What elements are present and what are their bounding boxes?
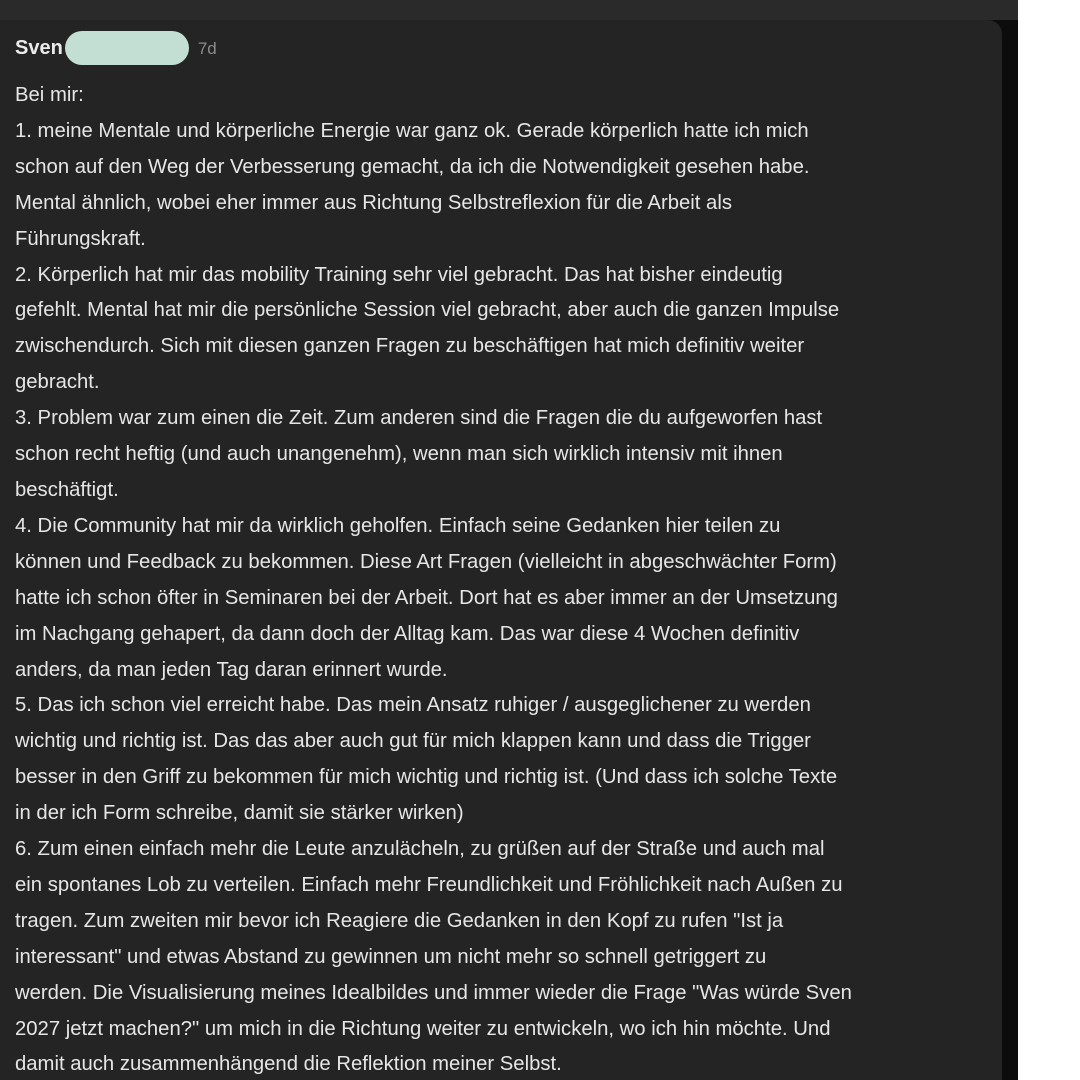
comment-line: tragen. Zum zweiten mir bevor ich Reagiere die Gedanken in den Kopf zu rufen "Ist ja: [15, 909, 784, 932]
comment-line: 2027 jetzt machen?" um mich in die Richtung weiter zu entwickeln, wo ich hin möchte. Und: [15, 1017, 831, 1040]
comment-timestamp[interactable]: 7d: [197, 39, 217, 58]
comment-line: Mental ähnlich, wobei eher immer aus Richtung Selbstreflexion für die Arbeit als: [15, 191, 732, 214]
comment-line: können und Feedback zu bekommen. Diese Art Fragen (vielleicht in abgeschwächter Form): [15, 550, 837, 573]
comment-line: Führungskraft.: [15, 227, 146, 250]
comment-line: in der ich Form schreibe, damit sie stärker wirken): [15, 802, 464, 825]
comment-intro: Bei mir:: [15, 84, 84, 106]
comment-body: [15, 78, 1000, 1080]
comment-line: wichtig und richtig ist. Das das aber auch gut für mich klappen kann und dass die Trigger: [15, 730, 811, 753]
redacted-surname: [65, 31, 189, 65]
comment-line: gefehlt. Mental hat mir die persönliche Session viel gebracht, aber auch die ganzen Impulse: [15, 299, 840, 322]
comment-line: schon auf den Weg der Verbesserung gemacht, da ich die Notwendigkeit gesehen habe.: [15, 155, 810, 178]
author-name[interactable]: Sven: [15, 36, 63, 59]
comment-line: werden. Die Visualisierung meines Idealbildes und immer wieder die Frage "Was würde Sven: [15, 981, 852, 1004]
comment-line: anders, da man jeden Tag daran erinnert wurde.: [15, 658, 448, 681]
comment-line: 3. Problem war zum einen die Zeit. Zum anderen sind die Fragen die du aufgeworfen hast: [15, 407, 823, 430]
comment-line: beschäftigt.: [15, 478, 119, 501]
comment-line: schon recht heftig (und auch unangenehm), wenn man sich wirklich intensiv mit ihnen: [15, 443, 783, 466]
comment-line: 5. Das ich schon viel erreicht habe. Das mein Ansatz ruhiger / ausgeglichener zu werden: [15, 694, 811, 717]
comment-line: damit auch zusammenhängend die Reflektion meiner Selbst.: [15, 1053, 562, 1076]
comment-header: [15, 34, 217, 62]
comment-line: zwischendurch. Sich mit diesen ganzen Fragen zu beschäftigen hat mich definitiv weiter: [15, 335, 805, 358]
comment-line: besser in den Griff zu bekommen für mich wichtig und richtig ist. (Und dass ich solche Texte: [15, 766, 838, 789]
comment-line: gebracht.: [15, 371, 100, 394]
comment-line: 2. Körperlich hat mir das mobility Training sehr viel gebracht. Das hat bisher eindeutig: [15, 263, 783, 286]
comment-line: 1. meine Mentale und körperliche Energie war ganz ok. Gerade körperlich hatte ich mich: [15, 119, 809, 142]
previous-item-edge: [0, 0, 1018, 20]
comment-line: im Nachgang gehapert, da dann doch der Alltag kam. Das war diese 4 Wochen definitiv: [15, 622, 800, 645]
comment-line: 6. Zum einen einfach mehr die Leute anzulächeln, zu grüßen auf der Straße und auch mal: [15, 838, 825, 861]
comment-line: ein spontanes Lob zu verteilen. Einfach mehr Freundlichkeit und Fröhlichkeit nach Außen zu: [15, 873, 843, 896]
comment-line: 4. Die Community hat mir da wirklich geholfen. Einfach seine Gedanken hier teilen zu: [15, 514, 781, 537]
comment-line: hatte ich schon öfter in Seminaren bei der Arbeit. Dort hat es aber immer an der Umsetzung: [15, 586, 838, 609]
comment-line: interessant" und etwas Abstand zu gewinnen um nicht mehr so schnell getriggert zu: [15, 945, 767, 968]
